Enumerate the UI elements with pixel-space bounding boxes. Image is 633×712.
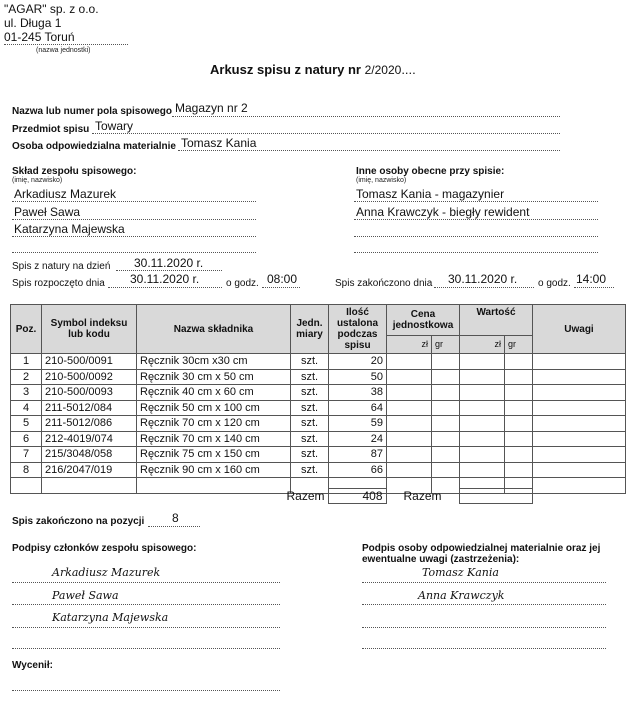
table-row	[11, 385, 626, 401]
cell-remarks	[533, 369, 626, 385]
cell-value-gr	[505, 431, 533, 447]
cell-price-zl	[387, 354, 432, 370]
cell-name: Ręcznik 50 cm x 100 cm	[137, 400, 291, 416]
cell-unit: szt.	[291, 369, 329, 385]
end-value: 30.11.2020 r.	[448, 272, 518, 286]
cell-symbol: 212-4019/074	[42, 431, 137, 447]
cell-price-gr	[432, 416, 460, 432]
end-label: Spis zakończono dnia	[335, 278, 433, 289]
valued-label: Wycenił:	[12, 660, 53, 671]
team-signature-1: Arkadiusz Mazurek	[52, 566, 161, 579]
cell-name: Ręcznik 70 cm x 120 cm	[137, 416, 291, 432]
cell-price-gr	[432, 400, 460, 416]
cell-value-zl	[460, 354, 505, 370]
header-symbol: Symbol indeksu lub kodu	[42, 305, 137, 354]
cell-poz: 1	[11, 354, 42, 370]
cell-price-zl	[387, 416, 432, 432]
cell-symbol: 211-5012/086	[42, 416, 137, 432]
cell-qty: 38	[329, 385, 387, 401]
table-row	[11, 431, 626, 447]
header-value-gr: gr	[505, 336, 533, 354]
cell-unit: szt.	[291, 416, 329, 432]
cell-remarks	[533, 354, 626, 370]
ended-label: Spis zakończono na pozycji	[12, 516, 145, 527]
cell-price-gr	[432, 447, 460, 463]
table-row	[11, 447, 626, 463]
team-label: Skład zespołu spisowego:	[12, 166, 137, 177]
cell-name: Ręcznik 70 cm x 140 cm	[137, 431, 291, 447]
cell-qty: 87	[329, 447, 387, 463]
cell-name: Ręcznik 90 cm x 160 cm	[137, 462, 291, 478]
team-sign-label: Podpisy członków zespołu spisowego:	[12, 543, 197, 554]
inventory-table	[10, 304, 626, 494]
field-name-label: Nazwa lub numer pola spisowego	[12, 106, 173, 117]
others-member-1: Tomasz Kania - magazynier	[356, 187, 505, 201]
field-name-value: Magazyn nr 2	[175, 101, 248, 115]
cell-value-gr	[505, 369, 533, 385]
cell-qty: 64	[329, 400, 387, 416]
document-title	[210, 62, 416, 77]
cell-unit: szt.	[291, 431, 329, 447]
others-label: Inne osoby obecne przy spisie:	[356, 166, 505, 177]
team-member-2: Paweł Sawa	[14, 205, 81, 219]
cell-price-zl	[387, 431, 432, 447]
others-caption: (imię, nazwisko)	[356, 177, 407, 184]
cell-poz: 2	[11, 369, 42, 385]
end-hour-label: o godz.	[538, 278, 571, 289]
responsible-value: Tomasz Kania	[181, 136, 257, 150]
company-address-city: 01-245 Toruń	[4, 30, 75, 44]
cell-unit: szt.	[291, 385, 329, 401]
header-price-gr: gr	[432, 336, 460, 354]
header-qty: Ilość ustalona podczas spisu	[329, 305, 387, 354]
cell-symbol: 216/2047/019	[42, 462, 137, 478]
ended-value: 8	[172, 511, 179, 525]
cell-remarks	[533, 462, 626, 478]
cell-qty: 66	[329, 462, 387, 478]
team-signature-3: Katarzyna Majewska	[52, 611, 169, 624]
sum-value-label: Razem	[403, 489, 442, 503]
cell-value-zl	[460, 369, 505, 385]
cell-price-zl	[387, 447, 432, 463]
cell-symbol: 210-500/0093	[42, 385, 137, 401]
resp-sign-label-1: Podpis osoby odpowiedzialnej materialnie oraz jej	[362, 543, 601, 554]
cell-name: Ręcznik 40 cm x 60 cm	[137, 385, 291, 401]
cell-symbol: 211-5012/084	[42, 400, 137, 416]
cell-unit: szt.	[291, 462, 329, 478]
resp-signature-2: Anna Krawczyk	[418, 589, 505, 602]
cell-price-gr	[432, 431, 460, 447]
cell-poz: 4	[11, 400, 42, 416]
others-member-2: Anna Krawczyk - biegły rewident	[356, 205, 530, 219]
table-row	[11, 462, 626, 478]
title-suffix: ....	[401, 62, 416, 77]
day-value: 30.11.2020 r.	[134, 256, 204, 270]
company-name: "AGAR" sp. z o.o.	[4, 2, 99, 16]
cell-qty: 59	[329, 416, 387, 432]
header-name: Nazwa składnika	[137, 305, 291, 354]
cell-price-zl	[387, 385, 432, 401]
sum-qty-label: Razem	[286, 489, 325, 503]
start-hour-value: 08:00	[267, 272, 298, 286]
title-number: 2/2020	[364, 63, 402, 77]
cell-price-gr	[432, 369, 460, 385]
cell-name: Ręcznik 30 cm x 50 cm	[137, 369, 291, 385]
cell-qty: 20	[329, 354, 387, 370]
day-label: Spis z natury na dzień	[12, 261, 111, 272]
cell-poz: 8	[11, 462, 42, 478]
header-remarks: Uwagi	[533, 305, 626, 354]
cell-value-zl	[460, 447, 505, 463]
cell-poz: 5	[11, 416, 42, 432]
cell-value-gr	[505, 462, 533, 478]
cell-remarks	[533, 431, 626, 447]
end-hour-value: 14:00	[576, 272, 607, 286]
cell-value-gr	[505, 354, 533, 370]
cell-price-zl	[387, 400, 432, 416]
cell-value-gr	[505, 447, 533, 463]
cell-poz: 3	[11, 385, 42, 401]
cell-price-gr	[432, 354, 460, 370]
cell-value-zl	[460, 431, 505, 447]
cell-value-zl	[460, 400, 505, 416]
subject-value: Towary	[95, 119, 134, 133]
header-value: Wartość	[460, 305, 533, 336]
header-price: Cena jednostkowa	[387, 305, 460, 336]
cell-name: Ręcznik 75 cm x 150 cm	[137, 447, 291, 463]
title-text: Arkusz spisu z natury nr	[210, 62, 361, 77]
table-row	[11, 400, 626, 416]
cell-symbol: 215/3048/058	[42, 447, 137, 463]
sum-value-cell	[459, 489, 532, 504]
table-row	[11, 369, 626, 385]
team-signature-2: Paweł Sawa	[52, 589, 119, 602]
responsible-label: Osoba odpowiedzialna materialnie	[12, 141, 176, 152]
subject-label: Przedmiot spisu	[12, 124, 90, 135]
start-label: Spis rozpoczęto dnia	[12, 278, 105, 289]
sum-qty-value: 408	[328, 489, 386, 504]
team-caption: (imię, nazwisko)	[12, 177, 63, 184]
cell-value-gr	[505, 400, 533, 416]
cell-remarks	[533, 447, 626, 463]
cell-price-zl	[387, 462, 432, 478]
cell-qty: 24	[329, 431, 387, 447]
cell-value-zl	[460, 416, 505, 432]
header-unit: Jedn. miary	[291, 305, 329, 354]
cell-qty: 50	[329, 369, 387, 385]
cell-symbol: 210-500/0092	[42, 369, 137, 385]
header-value-zl: zł	[460, 336, 505, 354]
team-member-3: Katarzyna Majewska	[14, 222, 125, 236]
cell-remarks	[533, 416, 626, 432]
company-address-street: ul. Długa 1	[4, 16, 62, 30]
cell-poz: 7	[11, 447, 42, 463]
cell-price-gr	[432, 385, 460, 401]
cell-poz: 6	[11, 431, 42, 447]
resp-sign-label-2: ewentualne uwagi (zastrzeżenia):	[362, 554, 520, 565]
cell-remarks	[533, 400, 626, 416]
table-row	[11, 416, 626, 432]
sum-table	[10, 488, 625, 504]
unit-caption: (nazwa jednostki)	[36, 47, 91, 54]
team-member-1: Arkadiusz Mazurek	[14, 187, 117, 201]
resp-signature-1: Tomasz Kania	[422, 566, 499, 579]
cell-remarks	[533, 385, 626, 401]
cell-unit: szt.	[291, 354, 329, 370]
start-value: 30.11.2020 r.	[130, 272, 200, 286]
header-price-zl: zł	[387, 336, 432, 354]
cell-value-zl	[460, 385, 505, 401]
cell-value-gr	[505, 416, 533, 432]
cell-name: Ręcznik 30cm x30 cm	[137, 354, 291, 370]
cell-price-gr	[432, 462, 460, 478]
cell-price-zl	[387, 369, 432, 385]
cell-unit: szt.	[291, 400, 329, 416]
cell-unit: szt.	[291, 447, 329, 463]
cell-value-zl	[460, 462, 505, 478]
start-hour-label: o godz.	[226, 278, 259, 289]
header-poz: Poz.	[11, 305, 42, 354]
table-row	[11, 354, 626, 370]
cell-value-gr	[505, 385, 533, 401]
cell-symbol: 210-500/0091	[42, 354, 137, 370]
